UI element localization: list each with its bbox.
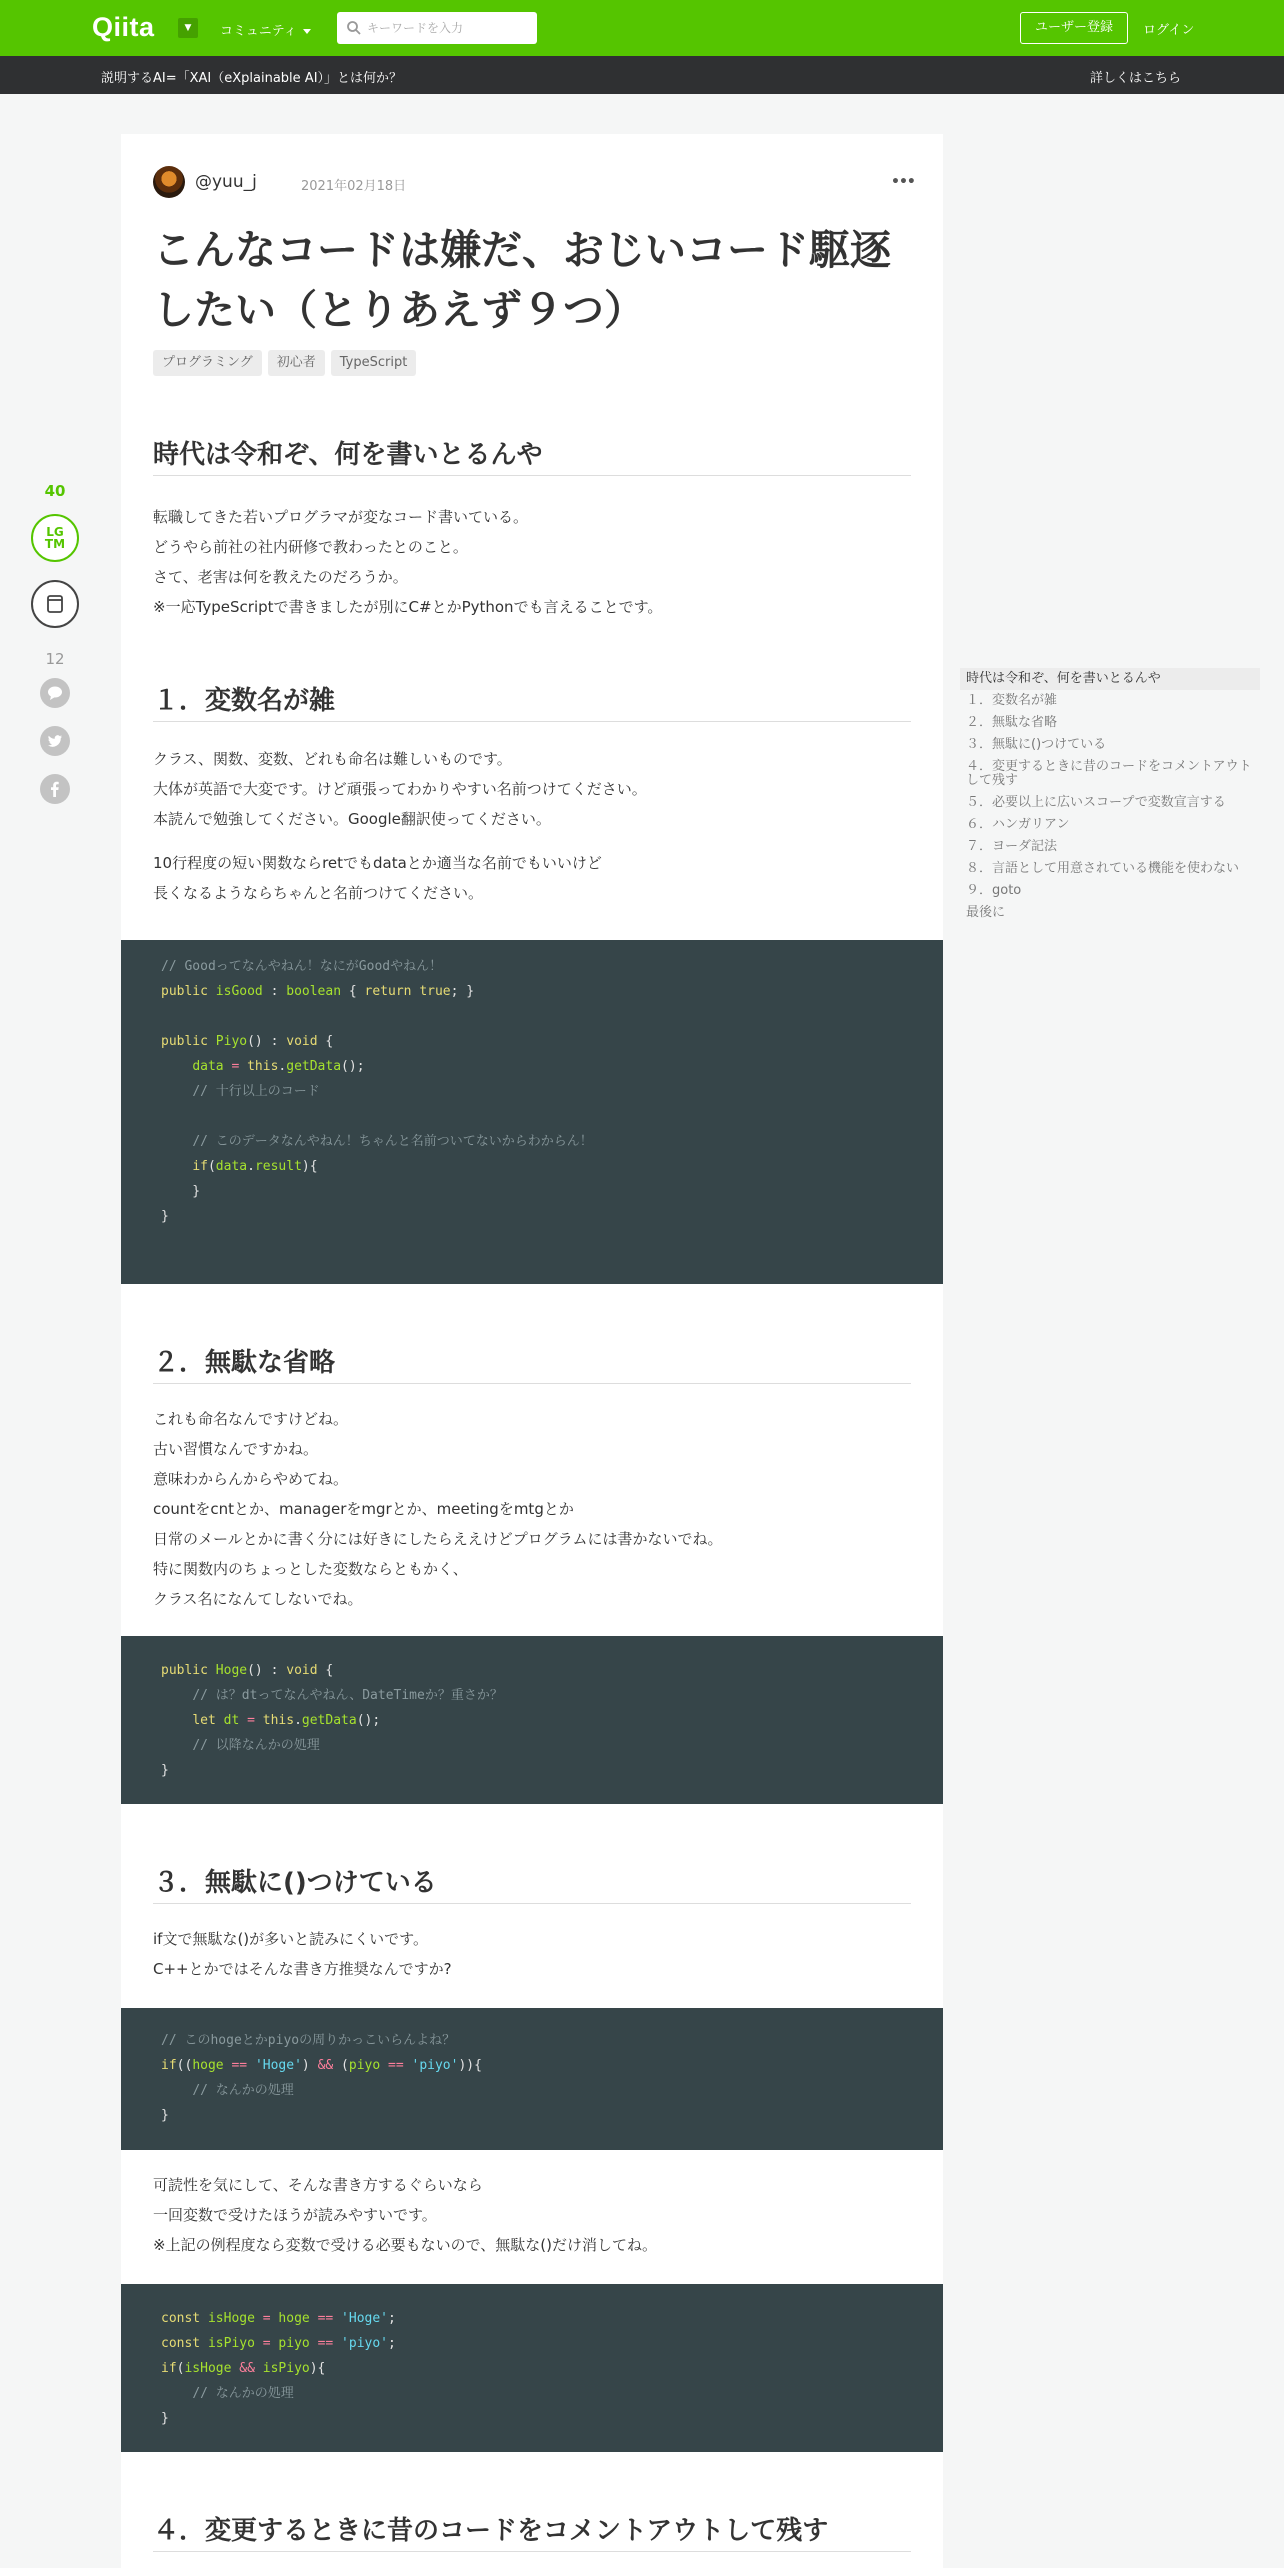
- comment-button[interactable]: [40, 678, 70, 708]
- article-card: [121, 134, 943, 2568]
- facebook-icon: [47, 781, 63, 797]
- toc-item[interactable]: ２．無駄な省略: [966, 715, 1058, 730]
- code-line: if((hoge == 'Hoge') && (piyo == 'piyo')){: [161, 2058, 482, 2073]
- section-heading: ２．無駄な省略: [153, 1342, 911, 1384]
- article-title: こんなコードは嫌だ、おじいコード駆逐したい（とりあえず９つ）: [153, 226, 891, 334]
- section-heading: １．変数名が雑: [153, 680, 911, 722]
- toc-item[interactable]: １．変数名が雑: [966, 693, 1058, 708]
- promo-banner: [0, 56, 1284, 94]
- paragraph-line: 意味わからんからやめてね。: [153, 1470, 349, 1488]
- code-block[interactable]: [121, 2284, 943, 2452]
- author-name[interactable]: @yuu_j: [195, 172, 257, 192]
- code-line: [161, 1129, 943, 1154]
- section-heading: 時代は令和ぞ、何を書いとるんや: [153, 434, 911, 476]
- code-comment: // は？dtってなんやねん、DateTimeか？重さか？: [192, 1688, 503, 1703]
- toc-item[interactable]: ７．ヨーダ記法: [966, 839, 1058, 854]
- code-line: }: [161, 2108, 169, 2123]
- section-body: [153, 2170, 913, 2260]
- code-comment: // 以降なんかの処理: [192, 1738, 320, 1753]
- toc-item[interactable]: ９．goto: [966, 883, 1022, 898]
- paragraph-line: 本読んで勉強してください。Google翻訳使ってください。: [153, 810, 551, 828]
- toc-item[interactable]: 時代は令和ぞ、何を書いとるんや: [960, 668, 1260, 690]
- avatar[interactable]: [153, 166, 185, 198]
- code-comment: // なんかの処理: [192, 2083, 294, 2098]
- paragraph-line: ※上記の例程度なら変数で受ける必要もないので、無駄な()だけ消してね。: [153, 2236, 657, 2254]
- toc-item[interactable]: ４．変更するときに昔のコードをコメントアウトして残す: [966, 759, 1252, 788]
- community-label: コミュニティ: [220, 24, 297, 39]
- code-line: if(isHoge && isPiyo){: [161, 2361, 326, 2376]
- section-body: [153, 1404, 913, 1614]
- paragraph-line: 古い習慣なんですかね。: [153, 1440, 319, 1458]
- twitter-share-button[interactable]: [40, 726, 70, 756]
- paragraph-line: クラス、関数、変数、どれも命名は難しいものです。: [153, 750, 512, 768]
- section-body: [153, 1924, 913, 1984]
- toc-item[interactable]: 最後に: [966, 905, 1006, 920]
- community-menu[interactable]: [220, 20, 311, 39]
- paragraph-line: 長くなるようならちゃんと名前つけてください。: [153, 884, 484, 902]
- paragraph-line: ※一応TypeScriptで書きましたが別にC#とかPythonでも言えることです。: [153, 598, 663, 616]
- paragraph-line: 日常のメールとかに書く分には好きにしたらええけどプログラムには書かないでね。: [153, 1530, 723, 1548]
- facebook-share-button[interactable]: [40, 774, 70, 804]
- paragraph-line: クラス名になんてしないでね。: [153, 1590, 363, 1608]
- paragraph-line: さて、老害は何を教えたのだろうか。: [153, 568, 408, 586]
- section-heading: ４．変更するときに昔のコードをコメントアウトして残す: [153, 2510, 911, 2552]
- comment-icon: [47, 685, 63, 701]
- code-line: }: [161, 2411, 169, 2426]
- paragraph-line: 10行程度の短い関数ならretでもdataとか適当な名前でもいいけど: [153, 854, 602, 872]
- stock-icon: [45, 594, 65, 614]
- code-line: if(data.result){: [192, 1159, 318, 1174]
- code-line: [161, 2078, 943, 2103]
- code-comment: // 十行以上のコード: [192, 1084, 320, 1099]
- lgtm-label-1: LG: [46, 525, 64, 539]
- twitter-icon: [47, 733, 63, 749]
- qiita-logo[interactable]: Qiita: [92, 12, 155, 42]
- code-line: [161, 1004, 943, 1029]
- code-line: public Hoge() : void {: [161, 1663, 334, 1678]
- comment-count: 12: [45, 650, 65, 668]
- table-of-contents: [960, 668, 1260, 924]
- paragraph-line: C++とかではそんな書き方推奨なんですか?: [153, 1960, 452, 1978]
- section-heading: ３．無駄に()つけている: [153, 1862, 911, 1904]
- paragraph-line: どうやら前社の社内研修で教わったとのこと。: [153, 538, 468, 556]
- code-line: [161, 2381, 943, 2406]
- signup-button[interactable]: ユーザー登録: [1020, 12, 1128, 44]
- code-line: }: [161, 1184, 201, 1199]
- paragraph-line: 大体が英語で大変です。けど頑張ってわかりやすい名前つけてください。: [153, 780, 647, 798]
- code-line: const isPiyo = piyo == 'piyo';: [161, 2336, 396, 2351]
- code-line: public isGood : boolean { return true; }: [161, 984, 475, 999]
- post-date: 2021年02月18日: [301, 179, 407, 194]
- code-line: const isHoge = hoge == 'Hoge';: [161, 2311, 396, 2326]
- paragraph-line: 可読性を気にして、そんな書き方するぐらいなら: [153, 2176, 483, 2194]
- code-line: public Piyo() : void {: [161, 1034, 334, 1049]
- paragraph-line: 一回変数で受けたほうが読みやすいです。: [153, 2206, 437, 2224]
- paragraph-line: countをcntとか、managerをmgrとか、meetingをmtgとか: [153, 1500, 574, 1518]
- section-body: [153, 848, 913, 908]
- paragraph-line: if文で無駄な()が多いと読みにくいです。: [153, 1930, 428, 1948]
- code-block[interactable]: [121, 940, 943, 1284]
- logo-dropdown-icon[interactable]: ▼: [178, 18, 198, 38]
- code-line: data = this.getData();: [192, 1059, 365, 1074]
- code-line: [161, 1079, 943, 1104]
- code-line: [161, 1683, 943, 1708]
- search-icon: [346, 20, 362, 36]
- login-link[interactable]: ログイン: [1143, 23, 1195, 38]
- search-box[interactable]: [337, 12, 537, 44]
- code-comment: // なんかの処理: [192, 2386, 294, 2401]
- paragraph-line: これも命名なんですけどね。: [153, 1410, 349, 1428]
- promo-link[interactable]: 詳しくはこちら: [1089, 71, 1181, 86]
- search-input[interactable]: [367, 12, 532, 44]
- promo-text[interactable]: 説明するAI=「XAI（eXplainable AI）」とは何か？: [101, 71, 403, 86]
- section-body: [153, 502, 913, 622]
- toc-item[interactable]: ３．無駄に()つけている: [966, 737, 1107, 752]
- more-options-icon[interactable]: •••: [891, 174, 915, 190]
- tag[interactable]: プログラミング: [153, 350, 262, 376]
- tag[interactable]: TypeScript: [331, 350, 417, 376]
- lgtm-button[interactable]: [31, 514, 79, 562]
- code-block[interactable]: [121, 1636, 943, 1804]
- code-comment: // このhogeとかpiyoの周りかっこいらんよね？: [161, 2033, 456, 2048]
- paragraph-line: 特に関数内のちょっとした変数ならともかく、: [153, 1560, 468, 1578]
- global-header: [0, 0, 1284, 56]
- toc-item[interactable]: ６．ハンガリアン: [966, 817, 1070, 832]
- tag[interactable]: 初心者: [268, 350, 325, 376]
- toc-item[interactable]: ８．言語として用意されている機能を使わない: [966, 861, 1240, 876]
- chevron-down-icon: [303, 29, 311, 34]
- code-comment: // Goodってなんやねん！なにがGoodやねん！: [161, 959, 443, 974]
- tag-list: [153, 350, 422, 376]
- lgtm-label-2: TM: [44, 537, 66, 551]
- code-line: [161, 1733, 943, 1758]
- code-line: }: [161, 1209, 169, 1224]
- code-comment: // このデータなんやねん！ちゃんと名前ついてないからわからん！: [192, 1134, 593, 1149]
- code-line: [161, 1104, 943, 1129]
- code-line: }: [161, 1763, 169, 1778]
- paragraph-line: 転職してきた若いプログラマが変なコード書いている。: [153, 508, 529, 526]
- toc-item[interactable]: ５．必要以上に広いスコープで変数宣言する: [966, 795, 1226, 810]
- code-block[interactable]: [121, 2008, 943, 2150]
- stock-button[interactable]: [31, 580, 79, 628]
- code-line: let dt = this.getData();: [192, 1713, 381, 1728]
- lgtm-count: 40: [44, 482, 66, 500]
- section-body: [153, 744, 913, 834]
